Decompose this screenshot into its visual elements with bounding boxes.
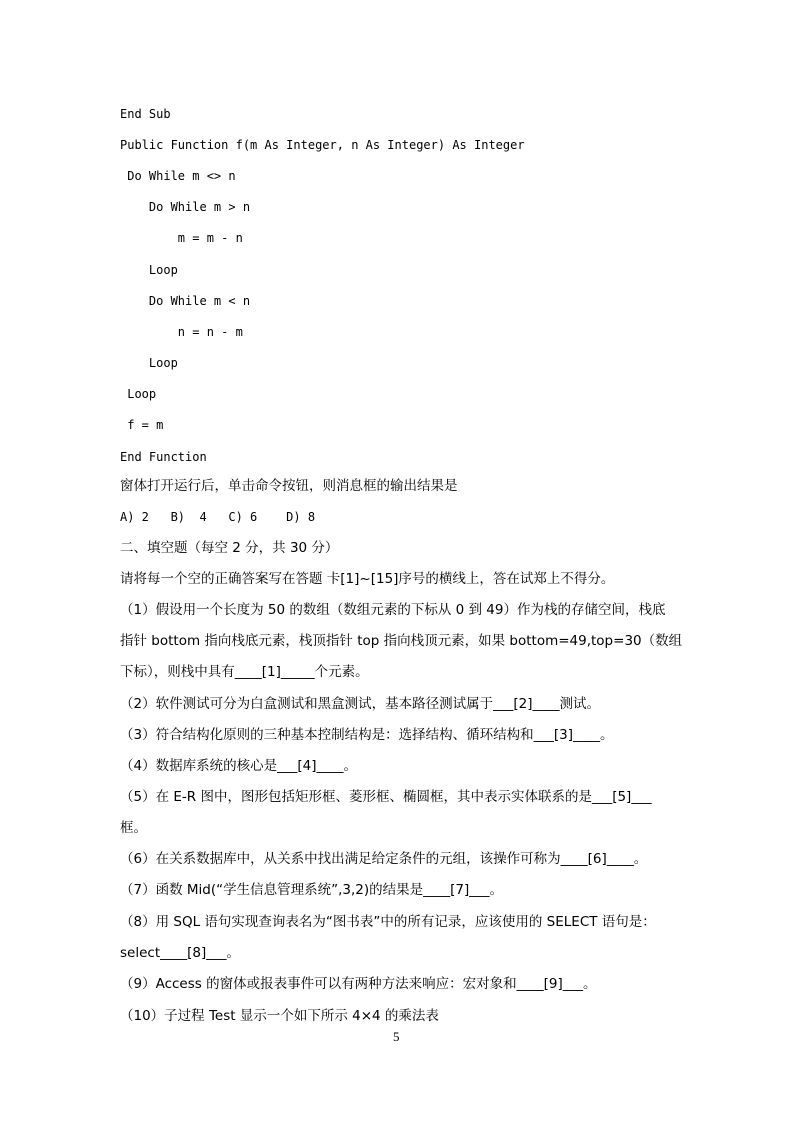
fill-item: 指针 bottom 指向栈底元素，栈顶指针 top 指向栈顶元素，如果 bottom=49,top=30（数组 [120,633,683,649]
fill-item: （1）假设用一个长度为 50 的数组（数组元素的下标从 0 到 49）作为栈的存储空间，栈底 [120,602,666,618]
fill-item: （7）函数 Mid(“学生信息管理系统”,3,2)的结果是____[7]___。 [120,882,504,898]
question-text: 窗体打开运行后，单击命令按钮，则消息框的输出结果是 [120,478,458,494]
code-line: Loop [120,356,178,370]
fill-item: （5）在 E-R 图中，图形包括矩形框、菱形框、椭圆框，其中表示实体联系的是___[5]___ [120,789,652,805]
code-line: End Sub [120,107,171,121]
fill-item: 下标），则栈中具有____[1]_____个元素。 [120,664,369,680]
fill-item: （8）用 SQL 语句实现查询表名为“图书表”中的所有记录，应该使用的 SELECT 语句是： [120,914,656,930]
code-line: End Function [120,450,207,464]
fill-item: （10）子过程 Test 显示一个如下所示 4×4 的乘法表 [120,1008,439,1024]
code-line: Loop [120,263,178,277]
fill-item: （6）在关系数据库中，从关系中找出满足给定条件的元组，该操作可称为____[6]____。 [120,851,648,867]
code-line: m = m - n [120,231,243,245]
code-line: Loop [120,387,157,401]
page-number: 5 [393,1029,400,1044]
code-line: f = m [120,418,164,432]
fill-item: （3）符合结构化原则的三种基本控制结构是：选择结构、循环结构和___[3]____。 [120,727,614,743]
code-line: Do While m > n [120,200,251,214]
fill-item: select____[8]___。 [120,945,240,961]
fill-item: （4）数据库系统的核心是___[4]____。 [120,758,357,774]
fill-item: （2）软件测试可分为白盒测试和黑盒测试，基本路径测试属于___[2]____测试。 [120,696,600,712]
instruction-text: 请将每一个空的正确答案写在答题 卡[1]~[15]序号的横线上，答在试郑上不得分。 [120,571,615,587]
section-title: 二、填空题（每空 2 分，共 30 分） [120,540,339,556]
code-line: Do While m <> n [120,169,236,183]
fill-item: （9）Access 的窗体或报表事件可以有两种方法来响应：宏对象和____[9]___。 [120,976,597,992]
code-line: Do While m < n [120,294,251,308]
code-line: Public Function f(m As Integer, n As Integer) As Integer [120,138,525,152]
code-line: n = n - m [120,325,243,339]
answer-options: A) 2 B) 4 C) 6 D) 8 [120,510,316,524]
fill-item: 框。 [120,820,147,836]
